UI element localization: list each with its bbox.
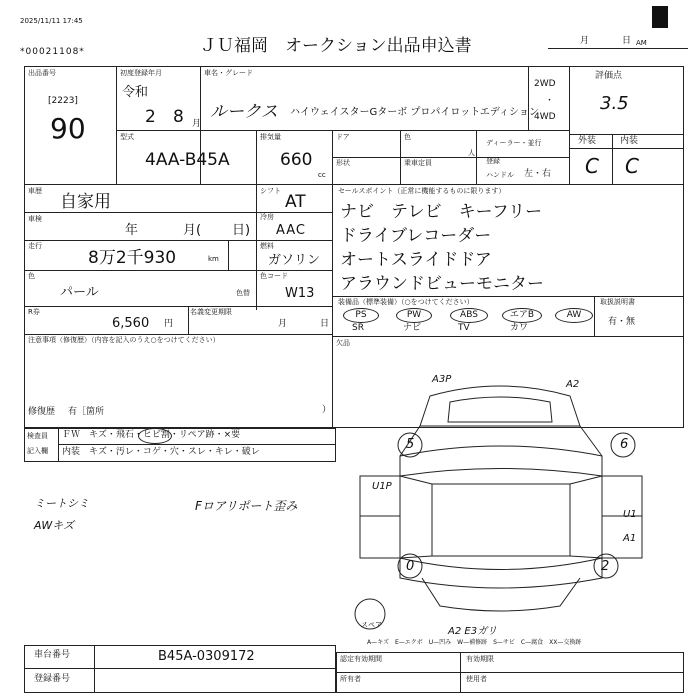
drive-2wd: 2WD — [534, 79, 556, 89]
equip-aw: AW — [555, 308, 593, 323]
divider — [332, 157, 569, 158]
name-change-label: 名義変更期限 — [190, 308, 232, 316]
equip-tv: TV — [458, 323, 470, 333]
damage-a1: A1 — [623, 533, 637, 544]
repair-value: 有［箇所 — [68, 407, 105, 417]
registration-label: 初度登録年月 — [120, 69, 162, 77]
handle-value: 左・右 — [524, 169, 552, 179]
day-label: 日 — [622, 36, 632, 46]
model-grade: ハイウェイスターGターボ プロパイロットエディション — [290, 107, 539, 118]
print-date: 2025/11/11 17:45 — [20, 17, 83, 25]
inspection-month-unit: 月( — [183, 223, 202, 238]
inspection-day-unit: 日) — [232, 223, 251, 238]
drive-sep: ・ — [545, 96, 555, 106]
divider — [569, 134, 684, 135]
maker-label: 認定有効期間 — [340, 655, 382, 663]
mileage-value: 8万2千930 — [88, 248, 177, 268]
sales-point-1: ナビ テレビ キーフリー — [340, 202, 543, 222]
manual-label: 取扱説明書 — [600, 298, 635, 306]
name-change-day: 日 — [320, 319, 330, 329]
sales-points-label: セールスポイント（正常に機能するものに限ります） — [338, 187, 506, 195]
day-suffix: AM — [636, 39, 647, 47]
sales-point-2: ドライブレコーダー — [340, 226, 492, 246]
exterior-grade: C — [585, 154, 599, 178]
displacement-label: 排気量 — [260, 133, 281, 141]
divider — [58, 428, 59, 462]
repair-close: ） — [322, 405, 332, 415]
recycle-label: R券 — [28, 308, 40, 316]
registration-year: 2 — [145, 107, 156, 127]
displacement-unit: cc — [318, 171, 326, 179]
divider — [332, 336, 684, 337]
tyre-front-left: 5 — [406, 437, 415, 452]
ac-label: 冷房 — [260, 213, 274, 221]
date-underline — [548, 48, 688, 49]
grade-label: 評価点 — [595, 71, 623, 81]
divider — [24, 306, 332, 307]
color-label: 色 — [28, 272, 35, 280]
owner-label: 所有者 — [340, 675, 361, 683]
recycle-value: 6,560 — [112, 316, 150, 331]
damage-u1p: U1P — [372, 481, 392, 492]
tyre-rear-left: 0 — [406, 559, 415, 574]
dealer-label: ディーラー・並行 — [486, 139, 542, 147]
divider — [24, 334, 332, 335]
interior-grade: C — [625, 154, 639, 178]
divider — [594, 296, 595, 336]
grade-score: 3.5 — [600, 93, 629, 114]
shift-value: AT — [285, 192, 306, 212]
page-title: ＪＵ福岡 オークション出品申込書 — [200, 36, 472, 56]
registration-month-unit: 月 — [192, 119, 202, 129]
legend-codes: A—キズ E—エクボ U—凹み W—補修跡 S—サビ C—腐食 XX—交換跡 — [367, 639, 582, 646]
person-unit: 人 — [468, 149, 475, 157]
lot-label: 出品番号 — [28, 69, 56, 77]
manual-value: 有・無 — [608, 317, 636, 327]
inspector-row-2: 内装 キズ・汚レ・コゲ・穴・スレ・キレ・破レ — [62, 447, 260, 457]
damage-a3p: A3P — [432, 374, 452, 385]
color-code-label: 色コード — [260, 272, 288, 280]
color-code: W13 — [285, 286, 315, 301]
drive-4wd: 4WD — [534, 112, 556, 122]
divider — [58, 444, 336, 445]
inspection-label: 車検 — [28, 215, 42, 223]
registration-number-label: 登録番号 — [34, 674, 71, 684]
tyre-front-right: 6 — [620, 437, 629, 452]
divider — [188, 306, 189, 334]
color-no-label: 色 — [404, 133, 411, 141]
lot-code: [2223] — [48, 96, 78, 106]
inspector-label-1: 検査員 — [27, 432, 48, 440]
damage-a2-rear: A2 E3ガリ — [448, 626, 498, 637]
interior-label: 内装 — [620, 136, 639, 146]
divider — [116, 66, 117, 184]
divider — [569, 66, 570, 184]
divider — [116, 130, 569, 131]
exterior-label: 外装 — [578, 136, 597, 146]
equip-sr: SR — [352, 323, 364, 333]
door-label: ドア — [336, 133, 350, 141]
divider — [332, 184, 333, 428]
equip-leather: カワ — [510, 323, 529, 333]
registration-month: 8 — [173, 107, 184, 127]
color-value: パール — [60, 285, 99, 300]
month-label: 月 — [580, 36, 590, 46]
registration-era: 令和 — [122, 85, 149, 100]
model-name: ルークス — [210, 102, 278, 122]
divider — [528, 66, 529, 130]
equipment-label: 装備品（標準装備）（○をつけてください） — [338, 298, 474, 306]
maker-label-2: 有効期限 — [466, 655, 494, 663]
inspector-row-1: ＦＷ キズ・飛石・ヒビ割・リペア跡・×要 — [62, 430, 241, 440]
damage-u1: U1 — [623, 509, 637, 520]
note-front-support: Fロアリポート歪み — [195, 499, 298, 513]
mileage-unit: km — [208, 255, 219, 263]
divider — [569, 148, 684, 149]
note-aw-scratch: AWキズ — [34, 519, 74, 532]
model-name-label: 車名・グレード — [204, 69, 253, 77]
divider — [256, 184, 257, 310]
sales-point-3: オートスライドドア — [340, 250, 492, 270]
chassis-label: 車台番号 — [34, 650, 71, 660]
usage-value: 自家用 — [60, 192, 111, 212]
type-label: 型式 — [120, 133, 134, 141]
equip-airbag: エアB — [502, 308, 542, 323]
name-change-month: 月 — [278, 319, 288, 329]
shift-label: シフト — [260, 187, 281, 195]
divider — [228, 240, 229, 270]
divider — [94, 645, 95, 693]
inspector-circle-chip — [138, 428, 172, 444]
divider — [332, 296, 684, 297]
equip-navi: ナビ — [403, 323, 422, 333]
inspection-year-unit: 年 — [125, 223, 139, 238]
chassis-number: B45A-0309172 — [158, 649, 255, 664]
equip-abs: ABS — [450, 308, 488, 323]
equip-ps: PS — [343, 308, 379, 323]
equip-pw: PW — [396, 308, 432, 323]
spare-label: スペア — [361, 621, 382, 629]
hist-label: 登録 — [486, 157, 500, 165]
displacement: 660 — [280, 150, 313, 170]
divider — [460, 652, 461, 693]
recycle-unit: 円 — [164, 319, 174, 329]
divider — [24, 668, 336, 669]
fuel-label: 燃料 — [260, 242, 274, 250]
divider — [24, 184, 569, 185]
divider — [24, 240, 332, 241]
note-seat-stain: ミートシミ — [34, 497, 89, 510]
divider — [24, 212, 256, 213]
sales-point-4: アラウンドビューモニター — [340, 274, 544, 294]
user-label: 使用者 — [466, 675, 487, 683]
divider — [336, 672, 684, 673]
model-type: 4AA-B45A — [145, 150, 230, 170]
body-color-label: 色替 — [236, 289, 250, 297]
notes-label: 注意事項（修復歴）（内容を記入のうえ○をつけてください） — [28, 336, 220, 344]
divider — [569, 184, 684, 185]
inspector-label-2: 記入欄 — [27, 447, 48, 455]
divider — [612, 134, 613, 184]
tyre-rear-right: 2 — [601, 559, 610, 574]
mileage-label: 走行 — [28, 242, 42, 250]
repair-label: 修復歴 — [28, 407, 56, 417]
seating-label: 乗車定員 — [404, 159, 432, 167]
corner-mark — [652, 6, 668, 28]
serial-number: *00021108* — [20, 47, 85, 57]
shape-label: 形状 — [336, 159, 350, 167]
divider — [24, 270, 332, 271]
car-damage-diagram — [340, 366, 684, 638]
divider — [256, 130, 257, 184]
fuel-value: ガソリン — [268, 253, 321, 268]
ac-value: AAC — [276, 223, 306, 238]
handle-label: ハンドル — [486, 171, 514, 179]
defect-label: 欠品 — [336, 339, 350, 347]
usage-label: 車歴 — [28, 187, 42, 195]
lot-number: 90 — [50, 112, 86, 145]
damage-a2: A2 — [566, 379, 580, 390]
